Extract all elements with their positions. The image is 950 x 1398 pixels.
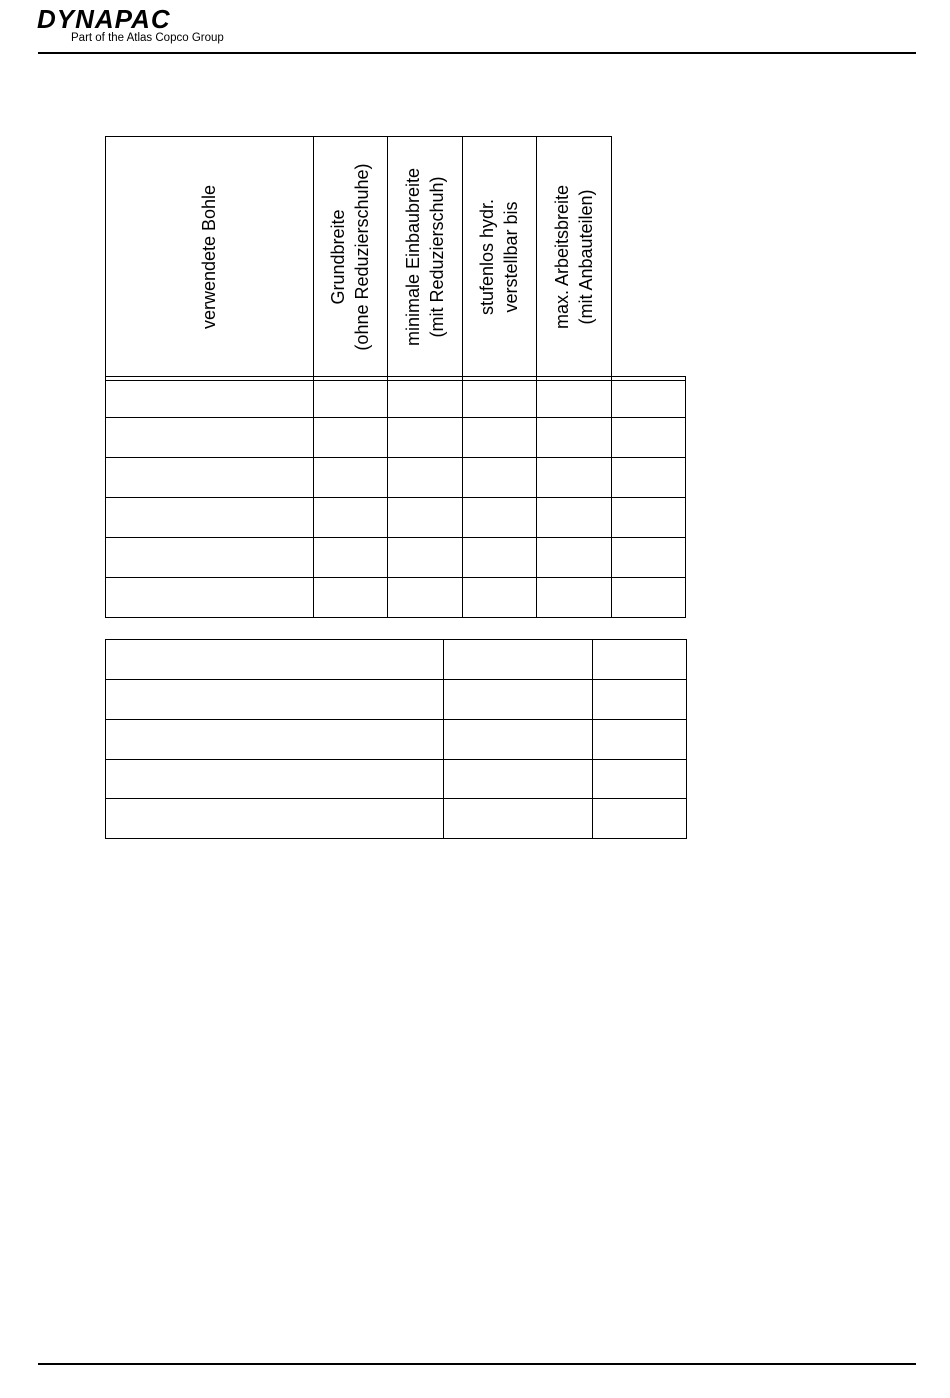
logo-wordmark — [37, 6, 257, 34]
logo-subtitle: Part of the Atlas Copco Group — [71, 32, 224, 44]
header-text: max. Arbeitsbreite — [551, 184, 572, 330]
header-cell-min-width — [387, 137, 462, 377]
row-divider — [105, 417, 686, 418]
row-divider — [105, 537, 686, 538]
column-divider — [686, 639, 687, 839]
header-cell-adjustable — [462, 137, 536, 377]
column-divider — [443, 639, 444, 839]
header-text: verstellbar bis — [501, 201, 521, 313]
column-divider — [462, 136, 463, 618]
row-divider — [105, 759, 687, 760]
column-divider — [592, 639, 593, 839]
column-divider — [105, 639, 106, 839]
table-border — [105, 617, 686, 618]
row-divider — [105, 719, 687, 720]
column-divider — [313, 136, 314, 618]
footer-rule — [38, 1363, 916, 1365]
row-divider — [105, 457, 686, 458]
header-text: (mit Anbauteilen) — [575, 189, 596, 325]
header-rule — [38, 52, 916, 54]
header-text: stufenlos hydr. — [477, 198, 497, 316]
header-cell-base-width — [313, 137, 387, 377]
row-divider — [105, 577, 686, 578]
header-cell-max-width — [536, 137, 611, 377]
column-divider — [685, 376, 686, 618]
header-cell-screed — [105, 137, 313, 377]
header-text: verwendete Bohle — [199, 184, 219, 330]
table-border — [105, 838, 687, 839]
table-border — [105, 376, 686, 377]
header-text: (mit Reduzierschuh) — [426, 176, 447, 338]
column-divider — [105, 136, 106, 618]
header-text: Grundbreite — [328, 209, 348, 305]
row-divider — [105, 798, 687, 799]
table-border — [105, 639, 687, 640]
column-divider — [387, 136, 388, 618]
row-divider — [105, 679, 687, 680]
header-text: minimale Einbaubreite — [402, 167, 423, 347]
header-text: (ohne Reduzierschuhe) — [352, 163, 372, 351]
column-divider — [536, 136, 537, 618]
row-divider — [105, 497, 686, 498]
table-border — [105, 380, 686, 381]
column-divider — [611, 136, 612, 618]
logo-text: DYNAPAC — [37, 6, 171, 34]
